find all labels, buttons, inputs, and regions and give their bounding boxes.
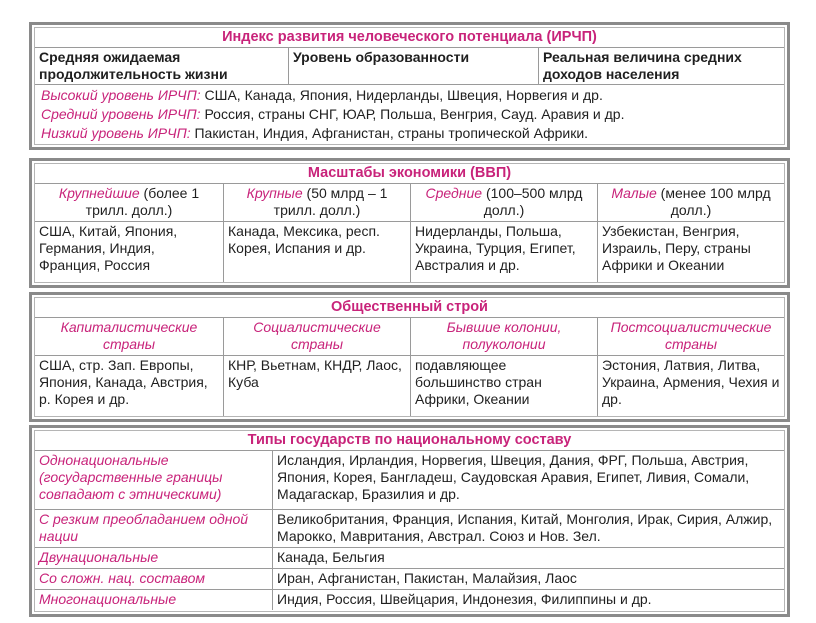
hdi-level-high: Высокий уровень ИРЧП: США, Канада, Япония, Нидерланды, Швеция, Норвегия и др. [41, 87, 603, 103]
hdi-title: Индекс развития человеческого потенциала (ИРЧП) [35, 28, 784, 48]
gdp-countries-large: Канада, Мексика, респ. Корея, Испания и др. [224, 222, 411, 282]
gdp-countries-medium: Нидерланды, Польша, Украина, Турция, Египет, Австралия и др. [411, 222, 598, 282]
hdi-section [29, 22, 790, 150]
national-countries-dominant: Великобритания, Франция, Испания, Китай, Монголия, Ирак, Сирия, Алжир, Марокко, Мавритания, Австрал. Союз и Нов. Зел. [277, 511, 773, 544]
system-header-post-socialist: Постсоциалистические страны [610, 319, 772, 352]
gdp-header-large: Крупные (50 млрд – 1 трилл. долл.) [224, 184, 411, 221]
system-header-socialist: Социалистические страны [224, 318, 411, 355]
system-section [29, 292, 790, 422]
gdp-header-medium: Средние (100–500 млрд долл.) [411, 184, 598, 221]
hdi-level-low: Низкий уровень ИРЧП: Пакистан, Индия, Афганистан, страны тропической Африки. [41, 125, 589, 141]
system-title: Общественный строй [35, 298, 784, 318]
national-section [29, 425, 790, 617]
gdp-header-small: Малые (менее 100 млрд долл.) [611, 185, 771, 218]
system-header-former-colonies: Бывшие колонии, полуколонии [411, 318, 598, 355]
national-countries-complex: Иран, Афганистан, Пакистан, Малайзия, Лаос [277, 570, 577, 586]
gdp-title: Масштабы экономики (ВВП) [35, 164, 784, 184]
hdi-component-education: Уровень образованности [289, 48, 539, 84]
hdi-level-medium: Средний уровень ИРЧП: Россия, страны СНГ, ЮАР, Польша, Венгрия, Сауд. Аравия и др. [41, 106, 625, 122]
national-type-dominant: С резким преобладанием одной нации [35, 510, 273, 547]
gdp-section [29, 158, 790, 288]
national-countries-mononational: Исландия, Ирландия, Норвегия, Швеция, Дания, ФРГ, Польша, Австрия, Япония, Корея, Бангладеш, Саудовская Аравия, Египет, Ливия, Сомали, Мадагаскар, Бразилия и др. [277, 452, 750, 502]
hdi-component-income: Реальная величина средних доходов населения [543, 49, 742, 82]
system-header-capitalist: Капиталистические страны [35, 318, 224, 355]
national-row [35, 547, 784, 568]
national-row [35, 509, 784, 547]
system-countries-socialist: КНР, Вьетнам, КНДР, Лаос, Куба [224, 356, 411, 416]
hdi-component-life: Средняя ожидаемая продолжительность жизни [35, 48, 289, 84]
national-type-complex: Со сложн. нац. составом [35, 569, 273, 589]
national-title: Типы государств по национальному составу [35, 431, 784, 451]
system-countries-post-socialist: Эстония, Латвия, Литва, Украина, Армения, Чехия и др. [602, 357, 780, 407]
national-type-multinational: Многонациональные [35, 590, 273, 610]
national-countries-multinational: Индия, Россия, Швейцария, Индонезия, Филиппины и др. [277, 591, 652, 607]
gdp-countries-small: Узбекистан, Венгрия, Израиль, Перу, страны Африки и Океании [602, 223, 751, 273]
national-type-binational: Двунациональные [35, 548, 273, 568]
national-row [35, 451, 784, 509]
system-countries-capitalist: США, стр. Зап. Европы, Япония, Канада, Австрия, р. Корея и др. [35, 356, 224, 416]
national-row [35, 568, 784, 589]
system-countries-former-colonies: подавляющее большинство стран Африки, Океании [411, 356, 598, 416]
gdp-header-largest: Крупнейшие (более 1 трилл. долл.) [35, 184, 224, 221]
national-countries-binational: Канада, Бельгия [277, 549, 385, 565]
national-row [35, 589, 784, 610]
gdp-countries-largest: США, Китай, Япония, Германия, Индия, Франция, Россия [35, 222, 224, 282]
national-type-mononational: Однонациональные (государственные границы совпадают с этническими) [35, 451, 273, 509]
